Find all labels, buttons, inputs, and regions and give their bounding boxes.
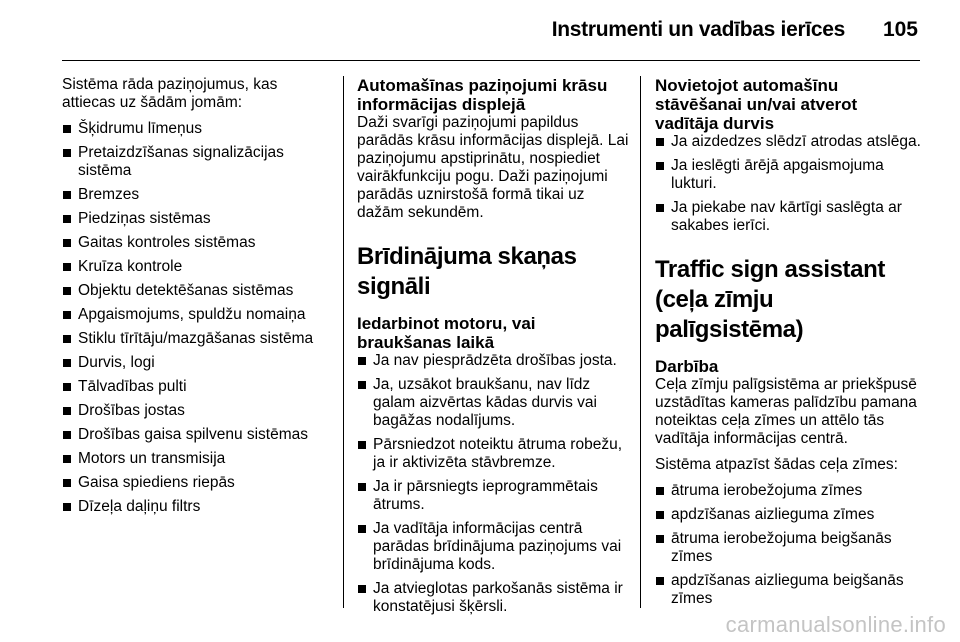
list-item: Apgaismojums, spuldžu nomaiņa <box>62 306 332 324</box>
column-divider-left <box>343 76 344 608</box>
list-item: Bremzes <box>62 186 332 204</box>
list-item: Ja nav piesprādzēta drošības josta. <box>357 352 629 370</box>
list-item: Ja atvieglotas parkošanās sistēma ir konstatējusi šķērsli. <box>357 580 629 616</box>
list-item: Pārsniedzot noteiktu ātruma robežu, ja ir aktivizēta stāvbremze. <box>357 436 629 472</box>
list-item: Stiklu tīrītāju/mazgāšanas sistēma <box>62 330 332 348</box>
recognized-signs-list <box>655 482 925 608</box>
list-item: Ja piekabe nav kārtīgi saslēgta ar sakabes ierīci. <box>655 199 925 235</box>
recognized-signs-intro: Sistēma atpazīst šādas ceļa zīmes: <box>655 456 898 473</box>
subsection-heading-operation: Darbība <box>655 357 719 376</box>
header-divider <box>62 60 920 61</box>
list-item: Ja, uzsākot braukšanu, nav līdz galam aizvērtas kādas durvis vai bagāžas nodalījums. <box>357 376 629 430</box>
page-header-title: Instrumenti un vadības ierīces <box>551 18 845 41</box>
list-item: Gaitas kontroles sistēmas <box>62 234 332 252</box>
list-item: apdzīšanas aizlieguma zīmes <box>655 506 925 524</box>
list-item: Tālvadības pulti <box>62 378 332 396</box>
subsection-heading-parking: Novietojot automašīnu stāvēšanai un/vai atverot vadītāja durvis <box>655 76 858 133</box>
parking-warnings-list <box>655 133 925 235</box>
vehicle-messages-paragraph: Daži svarīgi paziņojumi papildus parādās krāsu informācijas displejā. Lai paziņojumu apstiprinātu, nospiediet vairākfunkciju pogu. Daži paziņojumi parādās uznirstošā formā tikai uz dažām sekundēm. <box>357 114 629 221</box>
list-item: Ja ir pārsniegts ieprogrammētais ātrums. <box>357 478 629 514</box>
list-item: Drošības jostas <box>62 402 332 420</box>
list-item: ātruma ierobežojuma zīmes <box>655 482 925 500</box>
site-watermark: carmanualsonline.info <box>725 612 946 637</box>
page-number: 105 <box>882 18 918 41</box>
list-item: Gaisa spiediens riepās <box>62 474 332 492</box>
section-heading-traffic-sign-assistant: Traffic sign assistant (ceļa zīmju palīgsistēma) <box>655 256 885 343</box>
warning-chimes-list <box>357 352 629 616</box>
subsection-heading-driving: Iedarbinot motoru, vai braukšanas laikā <box>357 314 536 352</box>
list-item: Motors un transmisija <box>62 450 332 468</box>
list-item: Pretaizdzīšanas signalizācijas sistēma <box>62 144 332 180</box>
left-column <box>62 76 332 522</box>
list-item: Šķidrumu līmeņus <box>62 120 332 138</box>
list-item: Piedziņas sistēmas <box>62 210 332 228</box>
left-intro-text: Sistēma rāda paziņojumus, kas attiecas uz šādām jomām: <box>62 76 278 111</box>
list-item: apdzīšanas aizlieguma beigšanās zīmes <box>655 572 925 608</box>
list-item: Objektu detektēšanas sistēmas <box>62 282 332 300</box>
column-divider-right <box>640 76 641 608</box>
list-item: Ja vadītāja informācijas centrā parādas brīdinājuma paziņojums vai brīdinājuma kods. <box>357 520 629 574</box>
list-item: ātruma ierobežojuma beigšanās zīmes <box>655 530 925 566</box>
list-item: Dīzeļa daļiņu filtrs <box>62 498 332 516</box>
operation-paragraph: Ceļa zīmju palīgsistēma ar priekšpusē uzstādītas kameras palīdzību pamana noteiktas ceļa zīmes un attēlo tās vadītāja informācijas centrā. <box>655 376 917 447</box>
notification-areas-list <box>62 120 332 516</box>
list-item: Ja aizdedzes slēdzī atrodas atslēga. <box>655 133 925 151</box>
middle-column <box>357 76 629 622</box>
section-heading-warning-chimes: Brīdinājuma skaņas signāli <box>357 243 577 300</box>
list-item: Ja ieslēgti ārējā apgaismojuma lukturi. <box>655 157 925 193</box>
list-item: Drošības gaisa spilvenu sistēmas <box>62 426 332 444</box>
right-column <box>655 76 925 614</box>
list-item: Durvis, logi <box>62 354 332 372</box>
section-heading-vehicle-messages: Automašīnas paziņojumi krāsu informācijas displejā <box>357 76 608 114</box>
list-item: Kruīza kontrole <box>62 258 332 276</box>
